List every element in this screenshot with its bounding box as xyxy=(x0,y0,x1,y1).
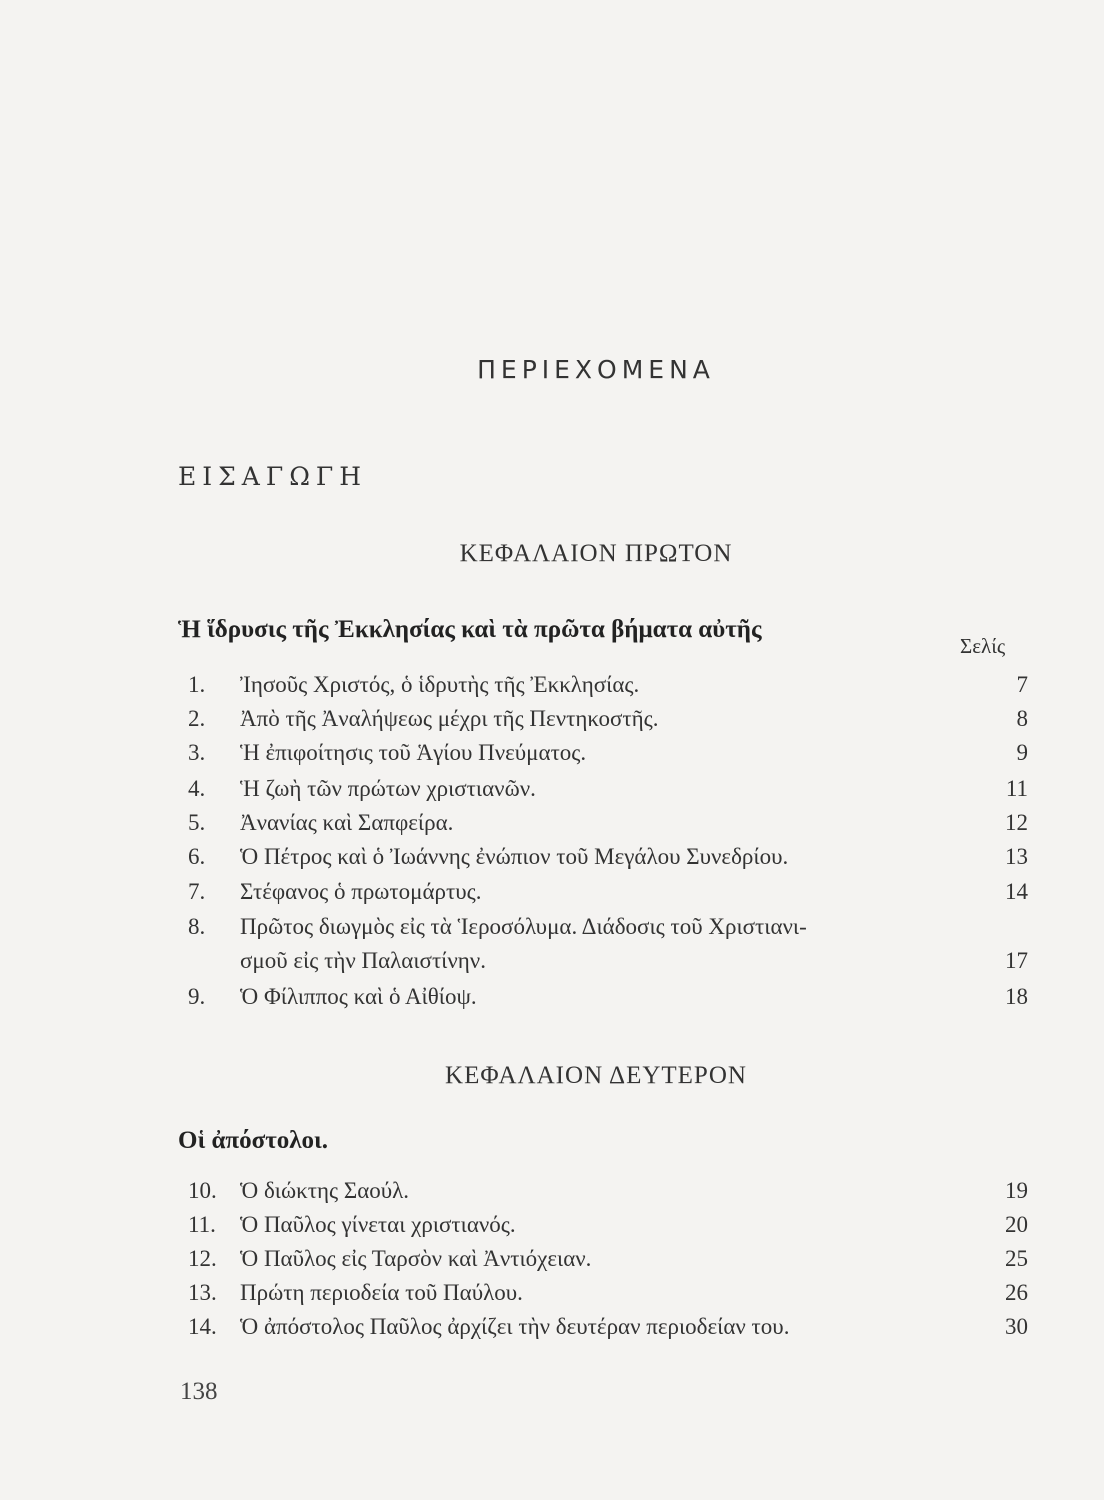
entry-title: Ὁ ἀπόστολος Παῦλος ἀρχίζει τὴν δευτέραν περιοδείαν του. xyxy=(240,1314,790,1339)
entry-number: 7. xyxy=(188,879,206,904)
chapter-1-section-title: Ἡ ἵδρυσις τῆς Ἐκκλησίας καὶ τὰ πρῶτα βήματα αὐτῆς xyxy=(178,616,762,643)
entry-number: 3. xyxy=(188,740,206,765)
entry-title: Ἀνανίας καὶ Σαπφείρα. xyxy=(240,810,454,835)
toc-entry xyxy=(178,706,1028,740)
entry-number: 9. xyxy=(188,984,206,1009)
entry-title: Ὁ Φίλιππος καὶ ὁ Αἰθίοψ. xyxy=(240,984,477,1009)
entry-title-continuation: σμοῦ εἰς τὴν Παλαιστίνην. xyxy=(240,948,486,973)
toc-entry xyxy=(178,879,1028,913)
toc-entry xyxy=(178,740,1028,774)
entry-title: Ἡ ζωὴ τῶν πρώτων χριστιανῶν. xyxy=(240,776,536,801)
entry-title: Ἰησοῦς Χριστός, ὁ ἱδρυτὴς τῆς Ἐκκλησίας. xyxy=(240,672,640,697)
entry-page: 13 xyxy=(1005,844,1028,869)
toc-entry xyxy=(178,1280,1028,1314)
entry-title: Πρώτη περιοδεία τοῦ Παύλου. xyxy=(240,1280,523,1305)
entry-number: 1. xyxy=(188,672,206,697)
page-number: 138 xyxy=(180,1378,218,1405)
entry-title: Στέφανος ὁ πρωτομάρτυς. xyxy=(240,879,482,904)
toc-entry xyxy=(178,844,1028,878)
introduction-heading: ΕΙΣΑΓΩΓΗ xyxy=(178,462,368,491)
toc-entry xyxy=(178,1212,1028,1246)
entry-number: 14. xyxy=(188,1314,217,1339)
entry-title: Ἀπὸ τῆς Ἀναλήψεως μέχρι τῆς Πεντηκοστῆς. xyxy=(240,706,659,731)
entry-page: 8 xyxy=(1016,706,1028,731)
entry-page: 14 xyxy=(1005,879,1028,904)
entry-page: 25 xyxy=(1005,1246,1028,1271)
toc-entry xyxy=(178,984,1028,1018)
entry-page: 26 xyxy=(1005,1280,1028,1305)
entry-title: Ὁ διώκτης Σαούλ. xyxy=(240,1178,410,1203)
entry-page: 20 xyxy=(1005,1212,1028,1237)
entry-page: 18 xyxy=(1005,984,1028,1009)
toc-entry xyxy=(178,1246,1028,1280)
entry-number: 13. xyxy=(188,1280,217,1305)
entry-number: 12. xyxy=(188,1246,217,1271)
entry-page: 30 xyxy=(1005,1314,1028,1339)
entry-title: Ὁ Παῦλος γίνεται χριστιανός. xyxy=(240,1212,516,1237)
entry-page: 7 xyxy=(1016,672,1028,697)
chapter-2-section-title: Οἱ ἀπόστολοι. xyxy=(178,1127,328,1154)
entry-number: 11. xyxy=(188,1212,216,1237)
entry-number: 5. xyxy=(188,810,206,835)
entry-title: Ἡ ἐπιφοίτησις τοῦ Ἁγίου Πνεύματος. xyxy=(240,740,587,765)
toc-entry xyxy=(178,672,1028,706)
entry-title: Ὁ Πέτρος καὶ ὁ Ἰωάννης ἐνώπιον τοῦ Μεγάλου Συνεδρίου. xyxy=(240,844,789,869)
entry-page: 9 xyxy=(1016,740,1028,765)
toc-entry xyxy=(178,1314,1028,1348)
chapter-1-title: ΚΕΦΑΛΑΙΟΝ ΠΡΩΤΟΝ xyxy=(459,540,733,567)
entry-number: 8. xyxy=(188,914,206,939)
entry-page: 11 xyxy=(1005,776,1028,801)
entry-page: 17 xyxy=(1005,948,1028,973)
entry-number: 4. xyxy=(188,776,206,801)
contents-heading: ΠΕΡΙΕΧΟΜΕΝΑ xyxy=(477,355,715,384)
toc-entry xyxy=(178,1178,1028,1212)
entry-title: Ὁ Παῦλος εἰς Ταρσὸν καὶ Ἀντιόχειαν. xyxy=(240,1246,592,1271)
entry-page: 19 xyxy=(1005,1178,1028,1203)
entry-number: 2. xyxy=(188,706,206,731)
chapter-2-title: ΚΕΦΑΛΑΙΟΝ ΔΕΥΤΕΡΟΝ xyxy=(445,1062,747,1089)
toc-entry xyxy=(178,776,1028,810)
toc-entry xyxy=(178,810,1028,844)
toc-entry xyxy=(178,914,1028,948)
entry-number: 10. xyxy=(188,1178,217,1203)
entry-page: 12 xyxy=(1005,810,1028,835)
entry-title: Πρῶτος διωγμὸς εἰς τὰ Ἱεροσόλυμα. Διάδοσις τοῦ Χριστιανι- xyxy=(240,914,807,939)
entry-number: 6. xyxy=(188,844,206,869)
toc-entry-continuation xyxy=(178,948,1028,982)
page-column-label: Σελίς xyxy=(960,634,1006,658)
